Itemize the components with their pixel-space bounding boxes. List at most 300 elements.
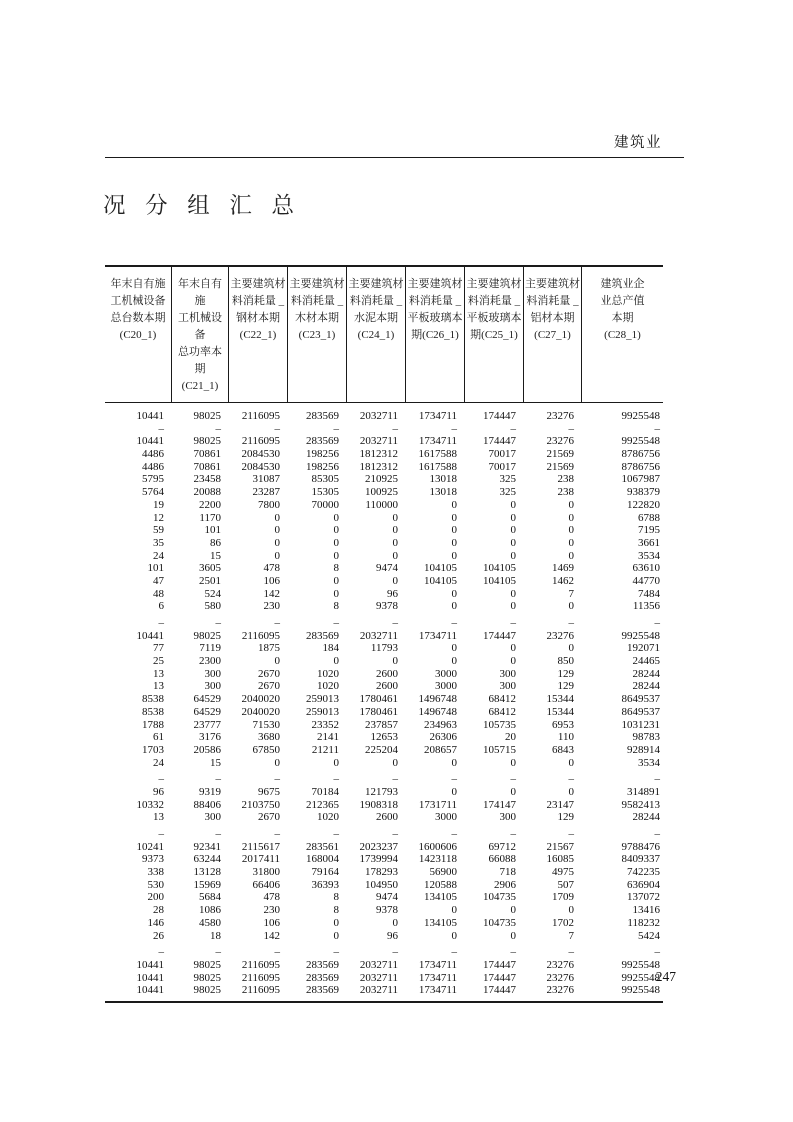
table-cell: 1600606 [418,840,457,853]
table-cell: 10332 [136,798,164,811]
table-cell: 1734711 [418,984,457,997]
table-cell: 9582413 [621,798,660,811]
table-cell: 20 [505,731,516,744]
table-cell: 8 [333,600,339,613]
table-cell: 1067987 [621,473,660,486]
table-cell: 9319 [199,785,221,798]
table-cell: 0 [274,536,280,549]
table-cell: 0 [333,536,339,549]
table-cell: 0 [451,600,457,613]
table-cell: 9378 [376,904,398,917]
table-cell: 314891 [627,785,660,798]
header-line: 建筑业企 [600,278,645,290]
table-cell: 2600 [376,680,398,693]
table-cell: 0 [274,756,280,769]
header-line: 料消耗量 _ [467,295,521,307]
table-cell: 31800 [252,866,280,879]
table-cell: 15 [210,549,221,562]
table-cell: 0 [510,600,516,613]
header-line: (C28_1) [604,329,641,341]
table-cell: 0 [568,498,574,511]
table-cell: 0 [333,587,339,600]
table-cell: 0 [333,549,339,562]
table-cell: 1788 [142,718,164,731]
table-cell: 12653 [370,731,398,744]
table-cell: 9925548 [621,629,660,642]
table-cell: 44770 [632,574,660,587]
table-cell: 0 [568,511,574,524]
header-cell [406,267,465,402]
table-cell: 0 [392,536,398,549]
table-cell: 15 [210,756,221,769]
table-cell: 1469 [552,562,574,575]
table-cell: 200 [147,891,164,904]
table-cell: 104735 [483,916,516,929]
table-cell: 21569 [546,448,574,461]
table-row [105,891,663,904]
table-cell: 105735 [483,718,516,731]
table-row [105,448,663,461]
table-cell: – [215,773,221,786]
table-cell: 23458 [193,473,221,486]
table-cell: 300 [204,667,221,680]
table-cell: 478 [263,562,280,575]
table-cell: 142 [263,929,280,942]
table-cell: 70861 [193,460,221,473]
table-cell: 71530 [252,718,280,731]
table-row [105,588,663,601]
table-cell: 98025 [193,410,221,422]
table-cell: 61 [153,731,164,744]
table-cell: 23147 [546,798,574,811]
table-cell: 2084530 [241,448,280,461]
table-cell: 129 [557,680,574,693]
table-cell: 13018 [429,486,457,499]
table-cell: – [333,422,339,435]
header-line: 工机械设备 [110,295,166,307]
table-cell: 192071 [627,642,660,655]
table-cell: 10441 [136,984,164,997]
table-cell: 11793 [370,642,398,655]
table-cell: 66406 [252,878,280,891]
table-cell: 1496748 [418,693,457,706]
header-line: 主要建筑材 [289,278,345,290]
table-cell: – [215,617,221,629]
table-cell: 23777 [193,718,221,731]
table-cell: 23276 [546,971,574,984]
table-cell: 174447 [483,410,516,422]
header-cell [288,267,347,402]
table-cell: 283569 [306,984,339,997]
table-cell: 146 [147,916,164,929]
table-cell: 1617588 [418,448,457,461]
table-row [105,524,663,537]
table-cell: 67850 [252,743,280,756]
table-cell: 300 [204,811,221,824]
table-cell: – [274,773,280,786]
header-line: 主要建筑材 [348,278,404,290]
table-row [105,680,663,693]
table-cell: 98025 [193,958,221,971]
table-cell: 8 [333,562,339,575]
table-cell: 2017411 [241,853,280,866]
table-row [105,410,663,423]
table-cell: 21211 [311,743,339,756]
table-cell: – [333,946,339,959]
table-cell: 96 [153,785,164,798]
table-cell: 1812312 [359,460,398,473]
table-cell: 174447 [483,984,516,997]
table-cell: 47 [153,574,164,587]
table-row [105,693,663,706]
table-cell: 325 [499,473,516,486]
table-cell: 2032711 [359,971,398,984]
table-cell: 9788476 [621,840,660,853]
table-cell: 104105 [483,562,516,575]
header-line: 料消耗量 _ [231,295,285,307]
table-cell: 225204 [365,743,398,756]
table-cell: 0 [510,929,516,942]
table-cell: 23276 [546,629,574,642]
table-cell: 0 [568,536,574,549]
table-row [105,562,663,575]
table-cell: 88406 [193,798,221,811]
table-cell: 3680 [258,731,280,744]
header-cell [465,267,524,402]
table-cell: 174147 [483,798,516,811]
table-cell: 28244 [632,667,660,680]
table-row [105,744,663,757]
table-cell: – [568,617,574,629]
table-cell: 36393 [311,878,339,891]
table-cell: 300 [204,680,221,693]
table-row [105,841,663,854]
table-cell: 300 [499,680,516,693]
table-cell: 3000 [435,667,457,680]
table-cell: 1780461 [359,705,398,718]
table-cell: 1031231 [621,718,660,731]
table-cell: 0 [510,549,516,562]
table-cell: 0 [274,524,280,537]
table-cell: – [215,946,221,959]
table-cell: 0 [451,642,457,655]
table-cell: 92341 [193,840,221,853]
table-row [105,946,663,959]
table-cell: 283569 [306,410,339,422]
table-cell: 2032711 [359,984,398,997]
header-line: 年末自有施 [110,278,166,290]
header-line: 料消耗量 _ [290,295,344,307]
table-cell: – [510,773,516,786]
table-cell: 0 [451,785,457,798]
table-cell: 142 [263,587,280,600]
table-cell: 0 [568,785,574,798]
table-cell: 1739994 [359,853,398,866]
table-cell: 2040020 [241,693,280,706]
table-cell: 8538 [142,705,164,718]
table-cell: 63244 [193,853,221,866]
table-cell: 9474 [376,891,398,904]
table-cell: 1086 [199,904,221,917]
table-cell: 13 [153,680,164,693]
table-cell: 9373 [142,853,164,866]
header-line: 料消耗量 _ [349,295,403,307]
table-cell: 3000 [435,680,457,693]
table-cell: 20586 [193,743,221,756]
table-cell: – [510,946,516,959]
table-cell: 137072 [627,891,660,904]
table-cell: 104105 [483,574,516,587]
table-cell: 98025 [193,971,221,984]
table-cell: 0 [392,756,398,769]
table-cell: 7800 [258,498,280,511]
table-cell: – [654,422,660,435]
table-cell: 15969 [193,878,221,891]
header-cell [524,267,582,402]
table-cell: 174447 [483,435,516,448]
table-cell: 122820 [627,498,660,511]
table-cell: 283569 [306,629,339,642]
table-cell: – [392,828,398,840]
table-cell: 9378 [376,600,398,613]
table-cell: 1020 [317,811,339,824]
header-line: 料消耗量 _ [408,295,462,307]
header-line: 年末自有施 [178,278,222,307]
table-row [105,706,663,719]
table-cell: 1617588 [418,460,457,473]
header-line: 总功率本期 [178,346,222,375]
header-line: 水泥本期 [354,312,398,324]
data-table [105,265,663,1003]
table-cell: 2600 [376,811,398,824]
table-row [105,435,663,448]
table-cell: 98025 [193,435,221,448]
table-cell: 0 [568,756,574,769]
table-cell: 10441 [136,971,164,984]
table-cell: 8409337 [621,853,660,866]
table-row [105,828,663,841]
table-cell: 70017 [488,460,516,473]
table-cell: 9925548 [621,984,660,997]
table-row [105,642,663,655]
table-cell: – [510,828,516,840]
table-cell: 26306 [429,731,457,744]
table-cell: 28244 [632,680,660,693]
table-cell: 10441 [136,958,164,971]
table-cell: 7 [568,929,574,942]
table-cell: 134105 [424,916,457,929]
table-cell: 1170 [199,511,221,524]
table-cell: 0 [510,904,516,917]
table-cell: 2670 [258,667,280,680]
header-line: 期(C25_1) [470,329,518,341]
table-cell: 21567 [546,840,574,853]
table-cell: 230 [263,904,280,917]
table-cell: 938379 [627,486,660,499]
table-cell: 104105 [424,562,457,575]
table-cell: 1812312 [359,448,398,461]
table-row [105,984,663,997]
table-row [105,731,663,744]
table-cell: 98783 [632,731,660,744]
table-row [105,486,663,499]
table-cell: 110 [557,731,574,744]
table-cell: 0 [568,549,574,562]
table-cell: 230 [263,600,280,613]
table-cell: 1734711 [418,410,457,422]
table-cell: 68412 [488,693,516,706]
table-cell: 2906 [494,878,516,891]
table-cell: 0 [510,642,516,655]
table-cell: – [568,422,574,435]
table-cell: 23276 [546,984,574,997]
table-cell: 6788 [638,511,660,524]
table-cell: – [158,617,164,629]
table-cell: – [451,617,457,629]
table-cell: 0 [568,524,574,537]
table-cell: 0 [392,655,398,668]
table-cell: 0 [333,574,339,587]
page-title: 况 分 组 汇 总 [103,193,299,218]
table-row [105,537,663,550]
table-row [105,473,663,486]
table-cell: 23276 [546,410,574,422]
table-cell: 31087 [252,473,280,486]
header-line: (C27_1) [534,329,571,341]
table-cell: – [158,946,164,959]
table-cell: 77 [153,642,164,655]
table-cell: 10241 [136,840,164,853]
table-cell: 259013 [306,693,339,706]
page-number: 247 [655,969,676,984]
table-cell: 6953 [552,718,574,731]
table-row [105,930,663,943]
table-cell: 1734711 [418,958,457,971]
table-cell: 0 [510,785,516,798]
table-cell: 2084530 [241,460,280,473]
table-cell: 300 [499,811,516,824]
table-cell: – [568,828,574,840]
table-cell: 0 [451,904,457,917]
table-row [105,423,663,436]
table-cell: 636904 [627,878,660,891]
table-row [105,575,663,588]
table-cell: 8786756 [621,460,660,473]
table-cell: 8 [333,904,339,917]
table-cell: 2116095 [241,984,280,997]
table-cell: 1496748 [418,705,457,718]
table-row [105,499,663,512]
table-cell: – [654,946,660,959]
table-cell: 2032711 [359,629,398,642]
table-cell: 2116095 [241,629,280,642]
table-cell: 0 [510,536,516,549]
table-cell: 238 [557,473,574,486]
table-cell: 23352 [311,718,339,731]
table-cell: – [274,617,280,629]
table-cell: 118232 [627,916,660,929]
table-cell: 63610 [632,562,660,575]
table-cell: 178293 [365,866,398,879]
table-cell: – [333,773,339,786]
table-cell: 0 [333,511,339,524]
table-cell: 2300 [199,655,221,668]
table-cell: 0 [333,916,339,929]
table-cell: 134105 [424,891,457,904]
table-cell: 2670 [258,811,280,824]
header-line: 总台数本期 [110,312,166,324]
table-cell: 5684 [199,891,221,904]
table-cell: 1462 [552,574,574,587]
table-cell: – [568,946,574,959]
table-cell: 718 [499,866,516,879]
header-cell [172,267,229,402]
table-cell: 0 [510,524,516,537]
table-cell: 0 [274,549,280,562]
table-cell: 0 [333,655,339,668]
table-cell: 8786756 [621,448,660,461]
table-cell: 2103750 [241,798,280,811]
table-cell: 68412 [488,705,516,718]
table-cell: 56900 [429,866,457,879]
table-cell: 70861 [193,448,221,461]
table-cell: 1020 [317,680,339,693]
table-cell: 524 [204,587,221,600]
table-cell: 7195 [638,524,660,537]
table-cell: – [333,617,339,629]
table-cell: 742235 [627,866,660,879]
table-cell: – [654,828,660,840]
table-cell: – [333,828,339,840]
chapter-label: 建筑业 [614,135,662,151]
table-cell: 106 [263,574,280,587]
table-cell: 0 [510,511,516,524]
table-row [105,917,663,930]
table-row [105,879,663,892]
table-cell: 98025 [193,984,221,997]
table-cell: 8649537 [621,693,660,706]
table-cell: – [654,617,660,629]
table-cell: 64529 [193,705,221,718]
table-row [105,757,663,770]
table-cell: 3534 [638,756,660,769]
table-cell: 0 [451,511,457,524]
header-line: 主要建筑材 [525,278,580,290]
table-cell: 9925548 [621,958,660,971]
table-row [105,461,663,474]
table-cell: 168004 [306,853,339,866]
table-cell: 13416 [632,904,660,917]
table-cell: 5424 [638,929,660,942]
table-cell: 2116095 [241,971,280,984]
table-cell: 0 [274,511,280,524]
table-cell: 0 [392,574,398,587]
table-cell: 2116095 [241,410,280,422]
table-cell: 0 [568,642,574,655]
table-cell: 234963 [424,718,457,731]
table-cell: 0 [451,929,457,942]
table-cell: 212365 [306,798,339,811]
table-cell: 13 [153,667,164,680]
table-cell: 2116095 [241,435,280,448]
table-cell: 66088 [488,853,516,866]
table-cell: 106 [263,916,280,929]
table-cell: 928914 [627,743,660,756]
table-cell: 7484 [638,587,660,600]
table-cell: 0 [392,549,398,562]
table-cell: – [392,422,398,435]
table-cell: 238 [557,486,574,499]
